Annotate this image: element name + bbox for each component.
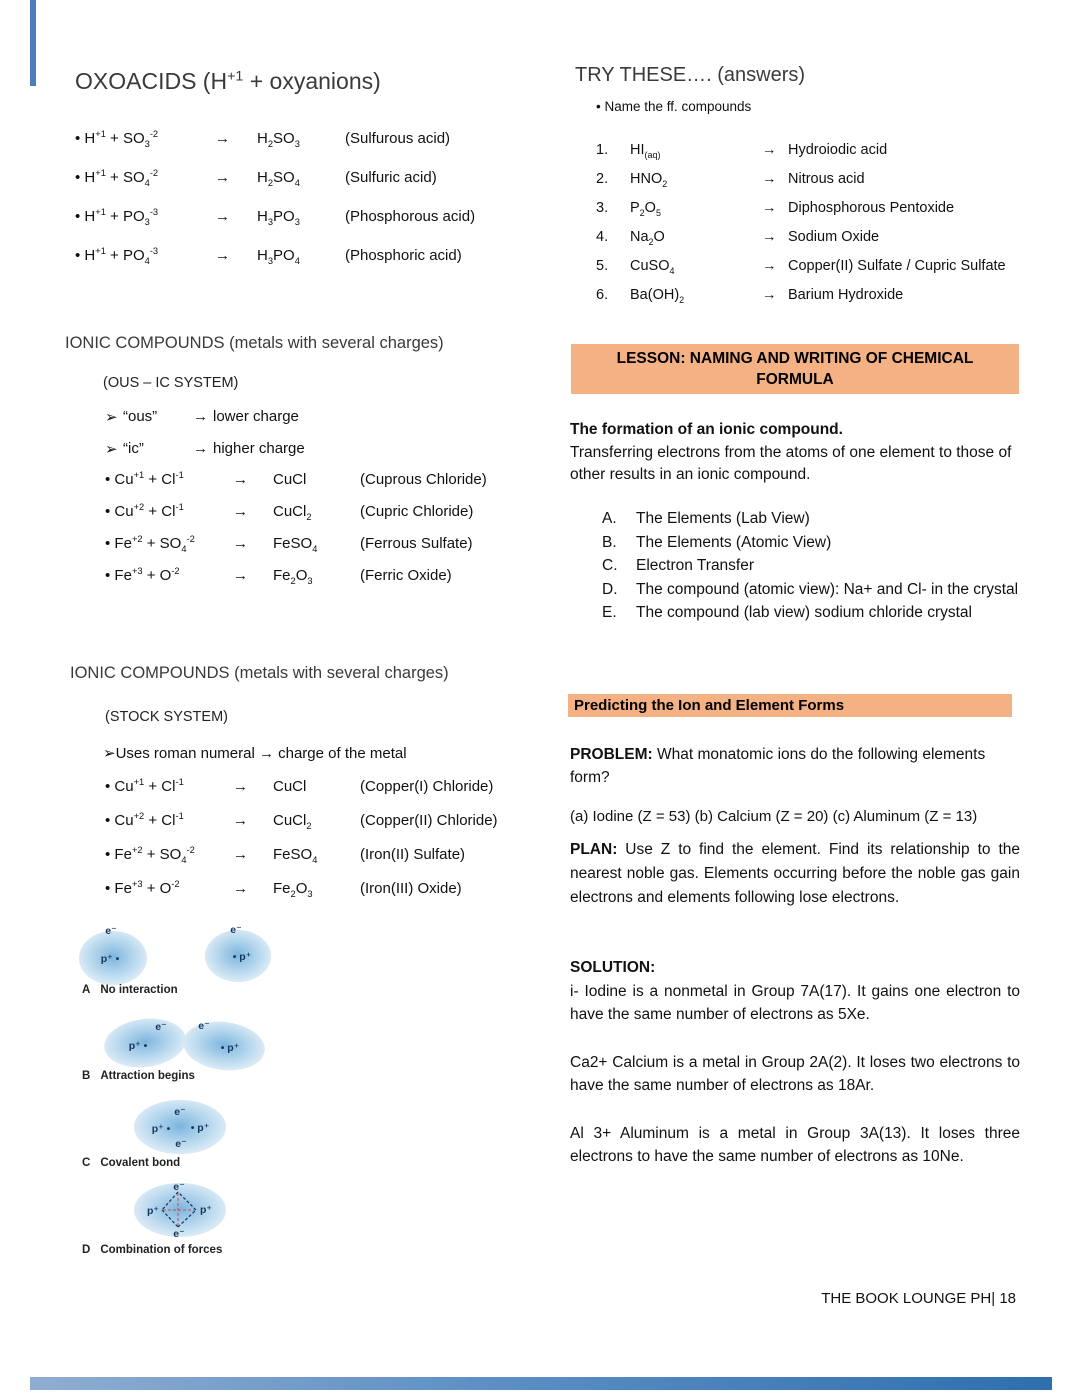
product: CuCl [273,778,307,795]
atoms-illustration [70,918,280,990]
list-item [596,200,1036,229]
ionic-ousic-title: IONIC COMPOUNDS (metals with several charges) [65,334,444,352]
formula: $P_2O_5$ [630,200,661,218]
table-row [105,778,555,812]
arrow-icon: → [233,535,248,552]
rule-row [105,408,305,440]
electron-label: e⁻ [173,1228,185,1240]
proton-label: p⁺ • [151,1123,171,1135]
compound-name: (Copper(II) Chloride) [360,812,498,829]
table-row [105,812,555,846]
product: FeSO$_4$ [273,846,318,865]
step-label: E. [602,604,617,621]
proton-label: p⁺ [147,1205,159,1217]
electron-label: e⁻ [173,1181,185,1193]
proton-label: p⁺ • [128,1040,148,1052]
step-text: The compound (lab view) sodium chloride crystal [636,604,972,621]
arrow-icon: → [215,208,230,225]
product: $Fe_2O_3$ [273,880,313,899]
try-these-title: TRY THESE…. (answers) [575,64,806,86]
caption-letter: D [82,1244,91,1256]
arrow-icon: → [233,471,248,488]
item-number: 5. [596,258,609,274]
formation-body: Transferring electrons from the atoms of one element to those of other results in an ionic compound. [570,443,1012,483]
arrow-icon: → [762,171,777,187]
arrow-icon: → [762,258,777,274]
proton-label: p⁺ • [100,953,120,965]
caption-text: No interaction [100,984,178,996]
list-item [602,601,1026,625]
arrow-icon: → [233,567,248,584]
compound-name: Nitrous acid [788,171,865,187]
product: CuCl$_2$ [273,812,312,831]
arrow-icon: → [762,200,777,216]
rule-term: “ic” [123,440,144,457]
arrowhead-bullet-icon: ➢ [105,409,118,426]
table-row [105,503,555,535]
product: $H_2SO_3$ [257,130,300,149]
arrow-icon: → [233,880,248,897]
step-text: The Elements (Atomic View) [636,533,832,551]
caption-letter: C [82,1157,91,1169]
table-row [75,247,525,286]
try-these-subtitle: • Name the ff. compounds [596,99,752,114]
table-row [75,130,525,169]
caption-letter: B [82,1070,91,1082]
formula: $Ba(OH)_2$ [630,287,685,305]
reactants: • $Fe^{+3} + O^{-2}$ [105,566,180,584]
list-item [596,171,1036,200]
proton-label: • p⁺ [220,1042,240,1054]
proton-label: p⁺ [200,1204,212,1216]
acid-name: (Sulfurous acid) [345,130,451,147]
rule-desc: lower charge [213,408,299,425]
arrow-icon: → [233,503,248,520]
caption-c [82,1157,180,1169]
problem-label: PROBLEM: [570,746,653,763]
reactants: • $Cu^{+2} + Cl^{-1}$ [105,811,184,829]
diagram-combination-of-forces [132,1178,232,1247]
step-text: Electron Transfer [636,557,755,574]
acid-name: (Phosphoric acid) [345,247,462,264]
diagram-covalent-bond [132,1094,232,1161]
predicting-banner: Predicting the Ion and Element Forms [568,694,1012,717]
table-row [75,208,525,247]
bottom-border-bar [30,1377,1052,1390]
arrowhead-bullet-icon: ➢ [105,441,118,458]
proton-label: • p⁺ [232,951,252,963]
item-number: 1. [596,142,609,158]
acid-name: (Phosphorous acid) [345,208,476,225]
steps-list [602,507,1026,625]
table-row [105,535,555,567]
arrow-icon: → [233,812,248,829]
rule-desc: higher charge [213,440,305,457]
list-item [596,229,1036,258]
problem-paragraph [570,744,1020,789]
compound-name: Sodium Oxide [788,229,880,245]
page-footer: THE BOOK LOUNGE PH| 18 [821,1290,1016,1307]
electron-label: e⁻ [155,1021,167,1033]
compound-name: Hydroiodic acid [788,142,888,158]
list-item [602,578,1026,602]
stock-table [105,778,555,914]
formula: $Na_2O$ [630,229,665,247]
solution-paragraph: i- Iodine is a nonmetal in Group 7A(17). It gains one electron to have the same number of electrons as 5Xe. [570,982,1020,1023]
arrow-icon: → [762,142,777,158]
list-item [596,142,1036,171]
product: $H_3PO_4$ [257,247,300,266]
reactants: • $H^{+1} + PO_4^{-3}$ [75,246,159,266]
problem-text: What monatomic ions do the following elements form? [570,746,986,786]
ionic-stock-title: IONIC COMPOUNDS (metals with several charges) [70,664,449,682]
step-label: C. [602,557,618,574]
plan-label: PLAN: [570,841,618,858]
caption-letter: A [82,984,91,996]
compound-name: (Iron(III) Oxide) [360,880,462,897]
compound-name: (Ferric Oxide) [360,567,452,584]
acid-name: (Sulfuric acid) [345,169,437,186]
arrow-icon: → [233,846,248,863]
reactants: • $H^{+1} + SO_4^{-2}$ [75,168,159,188]
step-label: D. [602,580,618,598]
product: $Fe_2O_3$ [273,567,313,586]
solution-paragraph: Al 3+ Aluminum is a metal in Group 3A(13). It loses three electrons to have the same number of electrons as 10Ne. [570,1124,1020,1165]
item-number: 6. [596,287,609,303]
electron-label: e⁻ [198,1020,210,1032]
compound-name: Diphosphorous Pentoxide [788,200,955,216]
arrow-icon: → [233,778,248,795]
step-text: The Elements (Lab View) [636,510,810,527]
arrow-icon: → [215,169,230,186]
formula: $HNO_2$ [630,171,668,189]
reactants: • $Fe^{+3} + O^{-2}$ [105,879,180,897]
solution-label: SOLUTION: [570,959,656,976]
formula: $HI_{(aq)}$ [630,142,661,160]
plan-text: Use Z to find the element. Find its relationship to the nearest noble gas. Elements occurring before the noble gas gain electrons and elements following lose electrons. [570,841,1020,906]
arrow-icon: → [215,130,230,147]
lesson-banner: LESSON: NAMING AND WRITING OF CHEMICAL FORMULA [571,344,1019,394]
atoms-illustration [132,1178,232,1242]
compound-name: Copper(II) Sulfate / Cupric Sulfate [788,258,1006,274]
step-label: A. [602,510,617,527]
item-number: 3. [596,200,609,216]
oxoacids-title: OXOACIDS ($H^{+1}$ + oxyanions) [75,68,381,94]
electron-label: e⁻ [230,924,242,936]
table-row [75,169,525,208]
solution-section [570,956,1020,1193]
table-row [105,567,555,599]
elements-line: (a) Iodine (Z = 53) (b) Calcium (Z = 20) (c) Aluminum (Z = 13) [570,808,978,825]
compound-name: (Cuprous Chloride) [360,471,487,488]
caption-text: Attraction begins [100,1070,195,1082]
product: CuCl$_2$ [273,503,312,522]
electron-label: e⁻ [174,1106,186,1118]
step-text: The compound (atomic view): Na+ and Cl- in the crystal [636,580,1019,598]
caption-d [82,1244,222,1256]
formula: CuSO$_4$ [630,258,675,276]
proton-label: • p⁺ [190,1122,210,1134]
ousic-rules [105,408,305,472]
list-item [602,531,1026,555]
table-row [105,880,555,914]
compound-name: (Copper(I) Chloride) [360,778,494,795]
caption-b [82,1070,195,1082]
formation-lead: The formation of an ionic compound. [570,421,843,438]
arrow-icon: → [215,247,230,264]
arrow-icon: → [762,229,777,245]
electron-label: e⁻ [105,925,117,937]
reactants: • $Cu^{+1} + Cl^{-1}$ [105,470,184,488]
try-these-list [596,142,1036,316]
solution-paragraph: Ca2+ Calcium is a metal in Group 2A(2). It loses two electrons to have the same number of electrons as 18Ar. [570,1053,1020,1094]
caption-a [82,984,178,996]
ousic-system-label: (OUS – IC SYSTEM) [103,375,239,391]
item-number: 2. [596,171,609,187]
reactants: • $Fe^{+2} + SO_4^{-2}$ [105,534,195,554]
stock-rule: ➢Uses roman numeral → charge of the metal [103,745,407,762]
table-row [105,471,555,503]
oxoacids-table [75,130,525,286]
compound-name: (Iron(II) Sulfate) [360,846,466,863]
reactants: • $H^{+1} + SO_3^{-2}$ [75,129,159,149]
plan-paragraph [570,838,1020,910]
ousic-table [105,471,555,599]
rule-row [105,440,305,472]
list-item [596,287,1036,316]
list-item [602,507,1026,531]
formation-paragraph [570,419,1020,487]
arrow-icon: → [193,440,208,457]
atoms-illustration [132,1094,232,1156]
compound-name: Barium Hydroxide [788,287,904,303]
table-row [105,846,555,880]
product: $H_3PO_3$ [257,208,300,227]
list-item [596,258,1036,287]
caption-text: Combination of forces [100,1244,223,1256]
left-border-stripe [30,0,36,86]
stock-system-label: (STOCK SYSTEM) [105,709,228,725]
electron-label: e⁻ [175,1138,187,1150]
product: FeSO$_4$ [273,535,318,554]
arrow-icon: → [762,287,777,303]
product: CuCl [273,471,307,488]
caption-text: Covalent bond [100,1157,181,1169]
reactants: • $H^{+1} + PO_3^{-3}$ [75,207,159,227]
product: $H_2SO_4$ [257,169,300,188]
atoms-illustration [100,1012,270,1074]
step-label: B. [602,533,617,551]
list-item [602,554,1026,578]
reactants: • $Fe^{+2} + SO_4^{-2}$ [105,845,195,865]
item-number: 4. [596,229,609,245]
compound-name: (Ferrous Sulfate) [360,535,473,552]
reactants: • $Cu^{+1} + Cl^{-1}$ [105,777,184,795]
rule-term: “ous” [123,408,158,425]
arrow-icon: → [193,408,208,425]
compound-name: (Cupric Chloride) [360,503,474,520]
reactants: • $Cu^{+2} + Cl^{-1}$ [105,502,184,520]
diagram-attraction-begins [100,1012,270,1079]
